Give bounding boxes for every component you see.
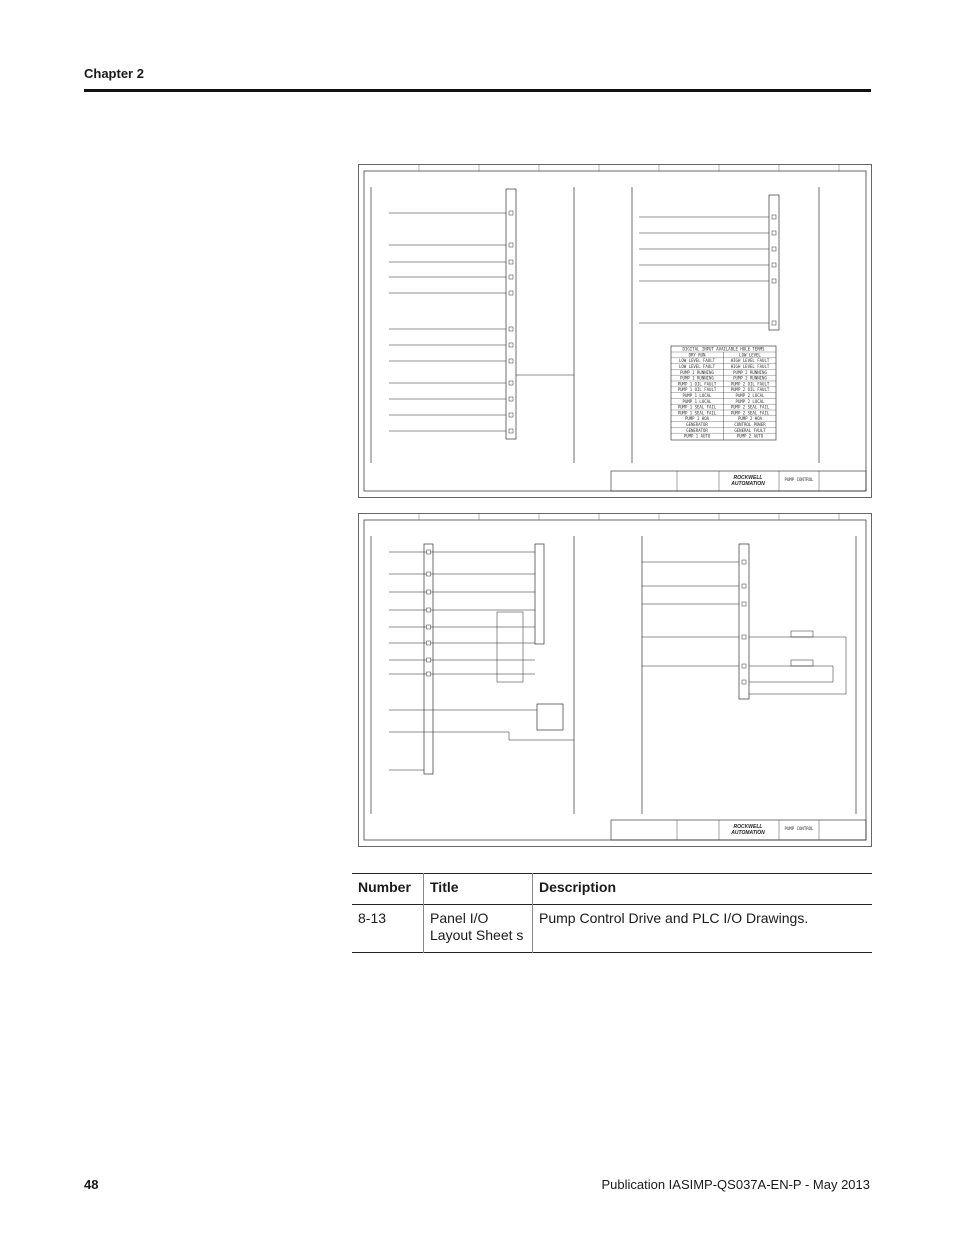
- io-table-cell-left: PUMP 1 SEAL FAIL: [677, 410, 717, 416]
- rung-lines-left: [389, 213, 574, 431]
- brand-line1: ROCKWELL: [733, 475, 763, 481]
- io-table-cell-left: PUMP 1 OIL FAULT: [677, 387, 717, 393]
- io-table-cell-left: PUMP 1 AUTO: [683, 433, 711, 439]
- cell-description: Pump Control Drive and PLC I/O Drawings.: [533, 905, 873, 953]
- io-table-cell-left: PUMP 1 OIL FAULT: [677, 381, 717, 387]
- title-block-2: [611, 820, 866, 840]
- title-block-1: [611, 471, 866, 491]
- io-table-cell-left: DRY RUN: [688, 352, 706, 358]
- sheet-title: PUMP CONTROL: [784, 477, 814, 482]
- io-table-cell-right: PUMP 2 LOCAL: [735, 398, 765, 404]
- table-row: [352, 905, 872, 953]
- chapter-label: Chapter 2: [84, 66, 144, 81]
- table-header-row: [352, 874, 872, 905]
- io-table-cell-right: PUMP 2 LOCAL: [735, 393, 765, 398]
- sheet-title-2: PUMP CONTROL: [784, 826, 814, 831]
- brand-line2-2: AUTOMATION: [731, 830, 765, 836]
- header-rule: [84, 89, 871, 92]
- io-table-cell-left: PUMP 1 HOA: [684, 416, 710, 422]
- drawing-sheet-2: [358, 513, 872, 847]
- io-table-cell-left: PUMP 1 RUNNING: [680, 369, 714, 375]
- cell-number: 8-13: [358, 910, 387, 926]
- io-table-cell-right: PUMP 2 AUTO: [736, 433, 764, 439]
- io-table-cell-right: PUMP 2 SEAL FAIL: [730, 410, 770, 416]
- io-terminals-2: [427, 550, 747, 684]
- io-table-cell-left: PUMP 1 SEAL FAIL: [677, 404, 717, 410]
- io-table-cell-right: CONTROL POWER: [734, 422, 766, 427]
- rung-rails-2: [371, 536, 856, 814]
- schematic-1: [359, 165, 871, 497]
- io-table-cell-right: PUMP 2 SEAL FAIL: [730, 404, 770, 410]
- rung-lines-right: [639, 217, 769, 323]
- brand-line2: AUTOMATION: [731, 481, 765, 487]
- io-table-title: DIGITAL INPUT AVAILABLE HOLE TERMS: [682, 346, 765, 352]
- io-table-cell-right: GENERAL FAULT: [734, 427, 766, 433]
- io-table-cell-left: LOW LEVEL FAULT: [678, 364, 716, 369]
- io-assignment-table: [671, 346, 776, 440]
- io-table-cell-right: PUMP 2 RUNNING: [733, 369, 767, 375]
- io-table-cell-right: LOW LEVEL: [739, 352, 761, 358]
- publication-id: Publication IASIMP-QS037A-EN-P - May 2013: [601, 1177, 870, 1192]
- drawing-reference-table: [352, 873, 872, 953]
- io-table-cell-left: GENERATOR: [686, 427, 708, 433]
- io-table-cell-left: PUMP 1 RUNNING: [680, 375, 714, 381]
- header-number: Number: [358, 879, 411, 895]
- header-description: Description: [533, 874, 873, 905]
- io-table-cell-left: LOW LEVEL FAULT: [678, 358, 716, 364]
- io-table-cell-left: GENERATOR: [686, 422, 708, 427]
- schematic-2: [359, 514, 871, 846]
- io-table-cell-right: HIGH LEVEL FAULT: [730, 358, 770, 364]
- io-table-cell-right: PUMP 2 RUNNING: [733, 375, 767, 381]
- drawing-sheet-1: [358, 164, 872, 498]
- top-border-ticks-2: [419, 514, 839, 520]
- io-table-cell-left: PUMP 1 LOCAL: [682, 398, 712, 404]
- io-table-cell-left: PUMP 1 LOCAL: [682, 393, 712, 398]
- page-number: 48: [84, 1177, 99, 1192]
- cell-title: Panel I/O Layout Sheet s: [424, 905, 533, 953]
- header-title: Title: [424, 874, 533, 905]
- io-table-cell-right: HIGH LEVEL FAULT: [730, 364, 770, 369]
- io-table-cell-right: PUMP 2 OIL FAULT: [730, 381, 770, 387]
- top-border-ticks: [419, 165, 839, 171]
- io-table-cell-right: PUMP 2 OIL FAULT: [730, 387, 770, 393]
- io-table-cell-right: PUMP 2 HOA: [737, 416, 763, 422]
- brand-line1-2: ROCKWELL: [733, 824, 763, 830]
- rung-lines-2: [389, 552, 846, 770]
